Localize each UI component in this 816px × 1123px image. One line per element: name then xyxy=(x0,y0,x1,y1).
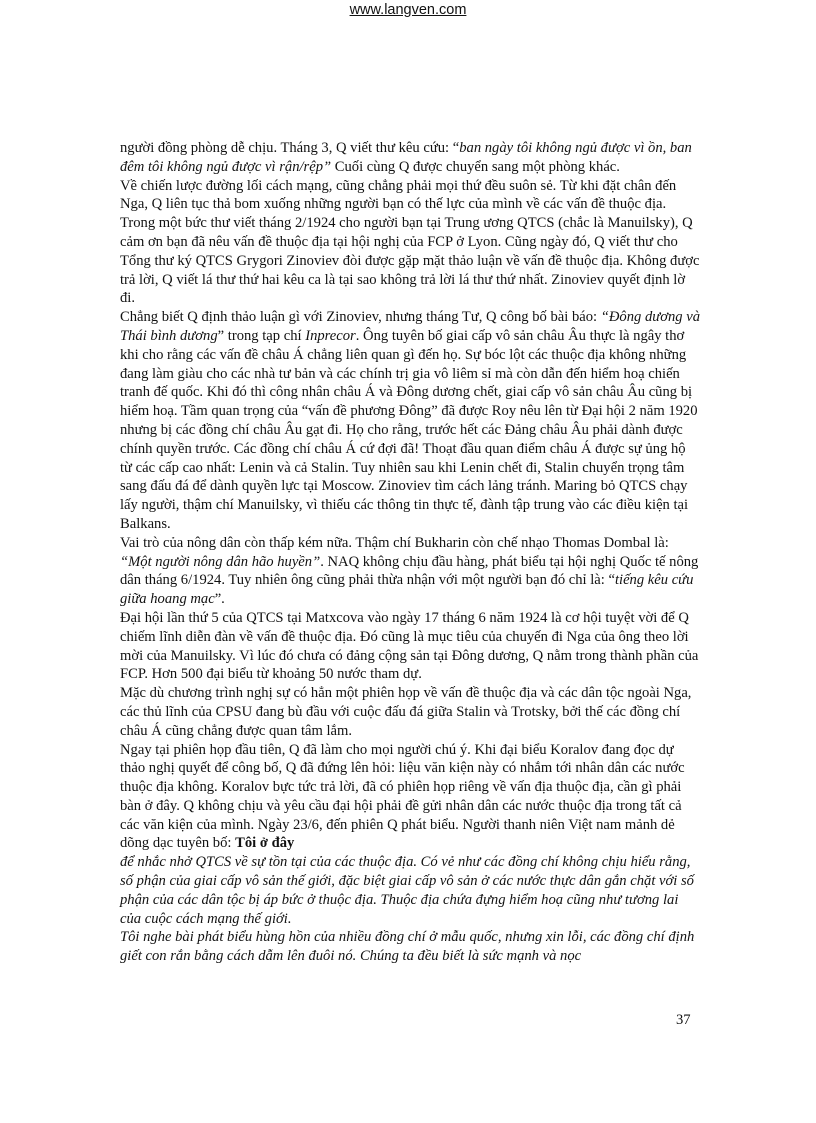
italic-text: “Đông dương và Thái bình dương xyxy=(120,309,701,344)
text-run: Mặc dù chương trình nghị sự có hẳn một phiên họp về vấn đề thuộc địa và các dân tộc ngoài Nga, các thủ lĩnh của CPSU đang bù đầu với cuộc đấu đá giữa Stalin và Trotsky, bởi thế các đồng chí châu Á cũng chẳng được quan tâm lắm. xyxy=(120,685,692,739)
text-run: người đồng phòng dễ chịu. Tháng 3, Q viết thư kêu cứu: “ xyxy=(120,140,460,156)
italic-text: tiếng kêu cứu giữa hoang mạc xyxy=(120,572,694,608)
text-run: Đại hội lần thứ 5 của QTCS tại Matxcova vào ngày 17 tháng 6 năm 1924 là cơ hội tuyệt vời để Q chiếm lĩnh diễn đàn về vấn đề thuộc địa. Đó cũng là mục tiêu của chuyến đi Nga của ông theo lời mời của Manuilsky. Vì lúc đó chưa có đảng cộng sản tại Đông dương, Q nằm trong thành phần của FCP. Hơn 500 đại biểu từ khoảng 50 nước tham dự. xyxy=(120,609,699,683)
paragraph xyxy=(120,928,700,966)
text-run: Cuối cùng Q được chuyển sang một phòng khác. xyxy=(331,158,620,175)
text-run: Ngay tại phiên họp đầu tiên, Q đã làm cho mọi người chú ý. Khi đại biểu Koralov đang đọc dự thảo nghị quyết để công bố, Q đã đứng lên hỏi: liệu văn kiện này có nhắm tới nhân dân các nước thuộc địa không. Koralov bực tức trả lời, đã có phiên họp riêng về vấn địa thuộc địa, cần gì phải bàn ở đây. Q không chịu và yêu cầu đại hội phải đề gửi nhân dân các nước thuộc địa trong tất cả các văn kiện của mình. Ngày 23/6, đến phiên Q phát biểu. Người thanh niên Việt nam mảnh dẻ dõng dạc tuyên bố: xyxy=(120,741,685,852)
text-run: ”. xyxy=(214,591,225,608)
italic-text: ban ngày tôi không ngủ được vì ồn, ban đêm tôi không ngủ được vì rận/rệp” xyxy=(120,140,692,175)
page-number: 37 xyxy=(676,1012,691,1028)
italic-text: Inprecor xyxy=(305,327,356,344)
paragraph xyxy=(120,139,700,177)
text-run: ” trong tạp chí xyxy=(217,327,306,344)
document-body xyxy=(120,139,700,966)
text-run: Chẳng biết Q định thảo luận gì với Zinoviev, nhưng tháng Tư, Q công bố bài báo: xyxy=(120,309,601,326)
bold-text: Tôi ở đây xyxy=(235,835,295,852)
italic-text: để nhắc nhở QTCS về sự tồn tại của các thuộc địa. Có vẻ như các đồng chí không chịu hiểu rằng, số phận của giai cấp vô sản thế giới, đặc biệt giai cấp vô sản ở các nước thực dân gắn chặt với số phận của các dân tộc bị áp bức ở thuộc địa. Thuộc địa chứa đựng hiểm hoạ cũng như tương lai của cuộc cách mạng thế giới. xyxy=(120,854,694,927)
paragraph xyxy=(120,853,700,928)
paragraph xyxy=(120,609,700,684)
paragraph xyxy=(120,177,700,309)
paragraph xyxy=(120,534,700,609)
paragraph xyxy=(120,308,700,534)
italic-text: Tôi nghe bài phát biểu hùng hồn của nhiều đồng chí ở mẫu quốc, nhưng xin lỗi, các đồng chí định giết con rắn bằng cách dẫm lên đuôi nó. Chúng ta đều biết là sức mạnh và nọc xyxy=(120,929,695,965)
italic-text: “Một người nông dân hão huyền” xyxy=(120,553,321,570)
paragraph xyxy=(120,741,700,854)
page-header xyxy=(0,2,816,18)
text-run: . NAQ không chịu đầu hàng, phát biểu tại hội nghị Quốc tế nông dân tháng 6/1924. Tuy nhiên ông cũng phải thừa nhận với một người bạn đó chỉ là: “ xyxy=(120,553,699,589)
site-url[interactable]: www.langven.com xyxy=(349,2,467,18)
text-run: Vai trò của nông dân còn thấp kém nữa. Thậm chí Bukharin còn chế nhạo Thomas Dombal là: xyxy=(120,534,669,551)
text-run: . Ông tuyên bố giai cấp vô sản châu Âu thực là ngây thơ khi cho rằng các vấn đề châu Á chẳng liên quan gì đến họ. Sự bóc lột các thuộc địa không những đang làm giàu cho các nhà tư bản và các chính trị gia vô liêm sỉ mà còn dẫn đến hiểm hoạ chiến tranh đế quốc. Khi đó thì công nhân châu Á và Đông dương chết, giai cấp vô sản châu Âu cũng bị hiểm hoạ. Tầm quan trọng của “vấn đề phương Đông” đã được Roy nêu lên từ Đại hội 2 năm 1920 nhưng bị các đồng chí châu Âu gạt đi. Họ cho rằng, trước hết các Đảng châu Âu phải dành được chính quyền trước. Các đồng chí châu Á cứ đợi đã! Thoạt đầu quan điểm châu Á được sự ủng hộ từ các cấp cao nhất: Lenin và cả Stalin. Tuy nhiên sau khi Lenin chết đi, Stalin chuyển trọng tâm sang đấu đá để dành quyền lực tại Moscow. Zinoviev tìm cách lảng tránh. Maring bỏ QTCS chạy lấy người, thậm chí Manuilsky, vì thiếu các thông tin thực tế, đành tập trung vào các điều kiện tại Balkans. xyxy=(120,327,698,532)
paragraph xyxy=(120,684,700,740)
text-run: Về chiến lược đường lối cách mạng, cũng chẳng phải mọi thứ đều suôn sẻ. Từ khi đặt chân đến Nga, Q liên tục thả bom xuống những người bạn có thế lực của mình về các vấn đề thuộc địa. Trong một bức thư viết tháng 2/1924 cho người bạn tại Trung ương QTCS (chắc là Manuilsky), Q cảm ơn bạn đã nêu vấn đề thuộc địa tại hội nghị của FCP ở Lyon. Cũng ngày đó, Q viết thư cho Tổng thư ký QTCS Grygori Zinoviev đòi được gặp mặt thảo luận về vấn đề thuộc địa. Không được trả lời, Q viết lá thư thứ hai kêu ca là tại sao không trả lời lá thư thứ nhất. Zinoviev quyết định lờ đi. xyxy=(120,177,700,307)
